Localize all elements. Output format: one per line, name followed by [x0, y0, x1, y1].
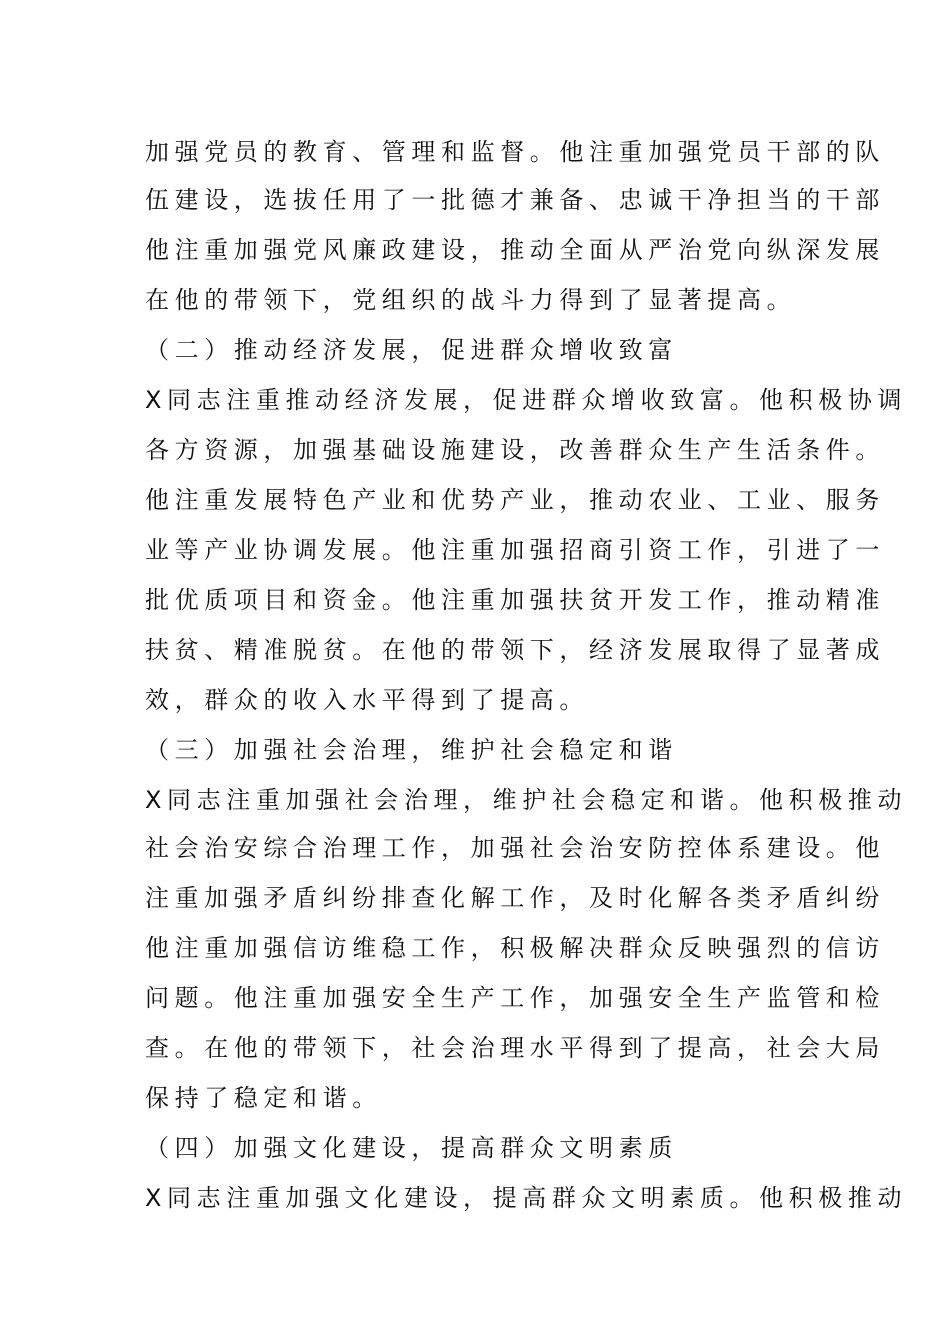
- text-line: 他注重发展特色产业和优势产业，推动农业、工业、服务: [145, 486, 885, 514]
- text-line: 在他的带领下，党组织的战斗力得到了显著提高。: [145, 286, 797, 314]
- text-line: 效，群众的收入水平得到了提高。: [145, 686, 589, 714]
- text-line: 扶贫、精准脱贫。在他的带领下，经济发展取得了显著成: [145, 636, 885, 664]
- text-line: 各方资源，加强基础设施建设，改善群众生产生活条件。: [145, 436, 885, 464]
- text-line: 批优质项目和资金。他注重加强扶贫开发工作，推动精准: [145, 586, 885, 614]
- section-heading: （四）加强文化建设，提高群众文明素质: [145, 1134, 678, 1162]
- text-line: X同志注重加强文化建设，提高群众文明素质。他积极推动: [145, 1184, 908, 1212]
- text-line: 他注重加强党风廉政建设，推动全面从严治党向纵深发展: [145, 236, 885, 264]
- text-line: X同志注重推动经济发展，促进群众增收致富。他积极协调: [145, 386, 908, 414]
- text-line: 社会治安综合治理工作，加强社会治安防控体系建设。他: [145, 834, 885, 862]
- section-heading: （二）推动经济发展，促进群众增收致富: [145, 336, 678, 364]
- section-heading: （三）加强社会治理，维护社会稳定和谐: [145, 736, 678, 764]
- text-line: 伍建设，选拔任用了一批德才兼备、忠诚干净担当的干部: [145, 186, 885, 214]
- text-line: 保持了稳定和谐。: [145, 1084, 382, 1112]
- text-line: 他注重加强信访维稳工作，积极解决群众反映强烈的信访: [145, 934, 885, 962]
- text-line: X同志注重加强社会治理，维护社会稳定和谐。他积极推动: [145, 786, 908, 814]
- text-line: 查。在他的带领下，社会治理水平得到了提高，社会大局: [145, 1034, 885, 1062]
- text-line: 注重加强矛盾纠纷排查化解工作，及时化解各类矛盾纠纷: [145, 884, 885, 912]
- text-line: 业等产业协调发展。他注重加强招商引资工作，引进了一: [145, 536, 885, 564]
- text-line: 加强党员的教育、管理和监督。他注重加强党员干部的队: [145, 138, 885, 166]
- text-line: 问题。他注重加强安全生产工作，加强安全生产监管和检: [145, 984, 885, 1012]
